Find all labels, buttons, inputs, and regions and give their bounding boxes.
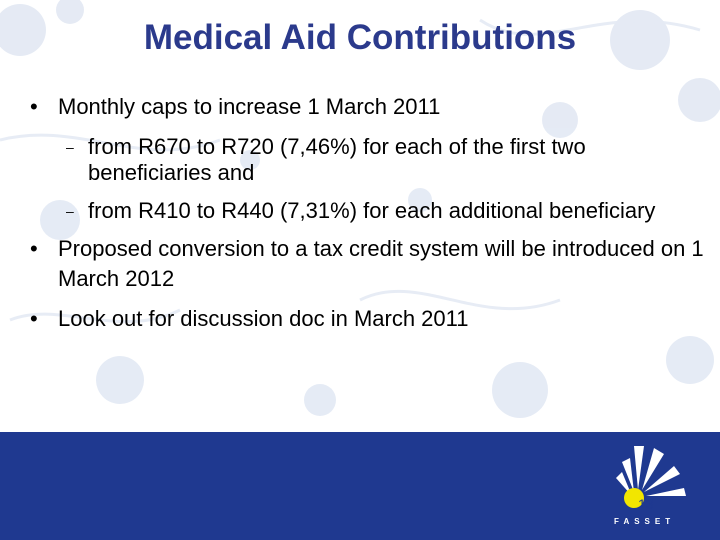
bullet-marker: • [30, 306, 38, 331]
sub-bullet-item [30, 198, 720, 224]
brand-name: FASSET [614, 517, 676, 526]
bullet-text: Look out for discussion doc in March 2011 [58, 306, 469, 331]
bullet-item [30, 92, 720, 122]
bullet-item [30, 234, 720, 294]
bullet-list [30, 92, 720, 334]
bullet-item [30, 304, 720, 334]
bullet-text: Monthly caps to increase 1 March 2011 [58, 94, 441, 119]
dash-marker: – [66, 203, 74, 219]
slide-title: Medical Aid Contributions [143, 18, 577, 57]
sub-bullet-text: from R410 to R440 (7,31%) for each additional beneficiary [88, 198, 656, 223]
bullet-marker: • [30, 236, 38, 261]
dash-marker: – [66, 139, 74, 155]
bullet-text: Proposed conversion to a tax credit system will be introduced on 1 March 2012 [58, 236, 704, 291]
page-number: 13 [638, 496, 654, 512]
sub-bullet-text: from R670 to R720 (7,46%) for each of the first two beneficiaries and [88, 134, 586, 185]
sub-bullet-item [30, 134, 720, 186]
bullet-marker: • [30, 94, 38, 119]
